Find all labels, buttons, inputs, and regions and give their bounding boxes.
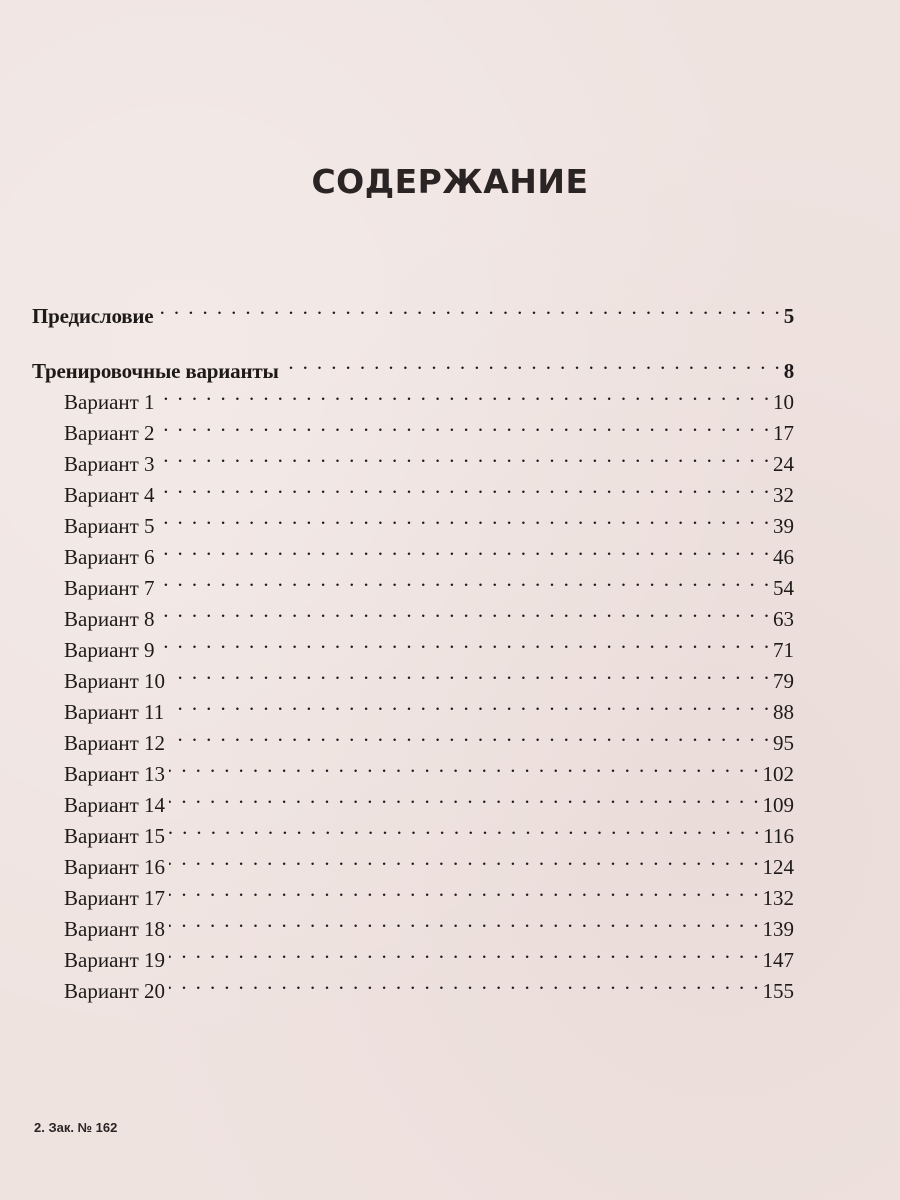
dot-leader: [159, 533, 771, 564]
dot-leader: [157, 292, 781, 323]
printing-order-note: 2. Зак. № 162: [34, 1120, 118, 1135]
toc-entry-page: 124: [762, 855, 794, 879]
dot-leader: [159, 378, 771, 409]
toc-entry-label: Вариант 7: [64, 576, 155, 600]
dot-leader: [169, 781, 760, 812]
toc-entry-label: Вариант 12: [64, 731, 166, 755]
dot-leader: [169, 657, 771, 688]
toc-entry-label: Вариант 18: [64, 917, 166, 941]
dot-leader: [168, 688, 771, 719]
dot-leader: [169, 750, 760, 781]
toc-entry-label: Вариант 8: [64, 607, 155, 631]
toc-entry-page: 8: [783, 359, 794, 383]
toc-entry-label: Вариант 11: [64, 700, 165, 724]
toc-entry-page: 132: [762, 886, 794, 910]
bleed-through-text: [40, 40, 44, 60]
dot-leader: [283, 347, 782, 378]
toc-entry-page: 46: [773, 545, 794, 569]
dot-leader: [159, 471, 771, 502]
toc-entry-page: 32: [773, 483, 794, 507]
dot-leader: [159, 502, 771, 533]
toc-entry-page: 88: [773, 700, 794, 724]
toc-entry-training-variants[interactable]: [32, 347, 794, 383]
toc-entry-page: 17: [773, 421, 794, 445]
dot-leader: [169, 719, 771, 750]
toc-entry-label: Вариант 1: [64, 390, 155, 414]
toc-entry-label: Вариант 14: [64, 793, 166, 817]
toc-entry-label: Вариант 9: [64, 638, 155, 662]
toc-entry-page: 79: [773, 669, 794, 693]
toc-entry-label: Вариант 19: [64, 948, 166, 972]
dot-leader: [159, 626, 771, 657]
dot-leader: [169, 843, 760, 874]
toc-entry-page: 147: [762, 948, 794, 972]
dot-leader: [169, 812, 761, 843]
toc-entry-label: Вариант 2: [64, 421, 155, 445]
dot-leader: [159, 440, 771, 471]
toc-entry-label: Вариант 5: [64, 514, 155, 538]
toc-entry-label: Вариант 6: [64, 545, 155, 569]
dot-leader: [169, 905, 760, 936]
dot-leader: [159, 564, 771, 595]
dot-leader: [159, 409, 771, 440]
dot-leader: [169, 936, 760, 967]
toc-entry-label: Тренировочные варианты: [32, 359, 279, 383]
toc-entry-label: Вариант 15: [64, 824, 166, 848]
toc-entry-page: 155: [762, 979, 794, 1003]
toc-entry-page: 5: [783, 304, 794, 328]
toc-entry-page: 10: [773, 390, 794, 414]
dot-leader: [169, 874, 760, 905]
toc-entry-page: 116: [763, 824, 794, 848]
toc-entry-page: 54: [773, 576, 794, 600]
toc-entry-page: 71: [773, 638, 794, 662]
toc-entry-page: 102: [762, 762, 794, 786]
toc-entry-label: Вариант 4: [64, 483, 155, 507]
toc-entry-page: 24: [773, 452, 794, 476]
toc-entry-label: Вариант 13: [64, 762, 166, 786]
page-title: СОДЕРЖАНИЕ: [311, 162, 589, 202]
toc-entry-page: 39: [773, 514, 794, 538]
toc-entry-page: 139: [762, 917, 794, 941]
toc-entry-page: 109: [762, 793, 794, 817]
toc-entry-label: Предисловие: [32, 304, 154, 328]
toc-entry-label: Вариант 10: [64, 669, 166, 693]
toc-entry-page: 95: [773, 731, 794, 755]
dot-leader: [169, 967, 760, 998]
toc-entry-label: Вариант 20: [64, 979, 166, 1003]
dot-leader: [159, 595, 771, 626]
toc-entry-label: Вариант 3: [64, 452, 155, 476]
toc-entry-page: 63: [773, 607, 794, 631]
toc-entry-label: Вариант 16: [64, 855, 166, 879]
table-of-contents: [32, 292, 794, 1003]
toc-entry-preface[interactable]: [32, 292, 794, 328]
toc-entry-label: Вариант 17: [64, 886, 166, 910]
